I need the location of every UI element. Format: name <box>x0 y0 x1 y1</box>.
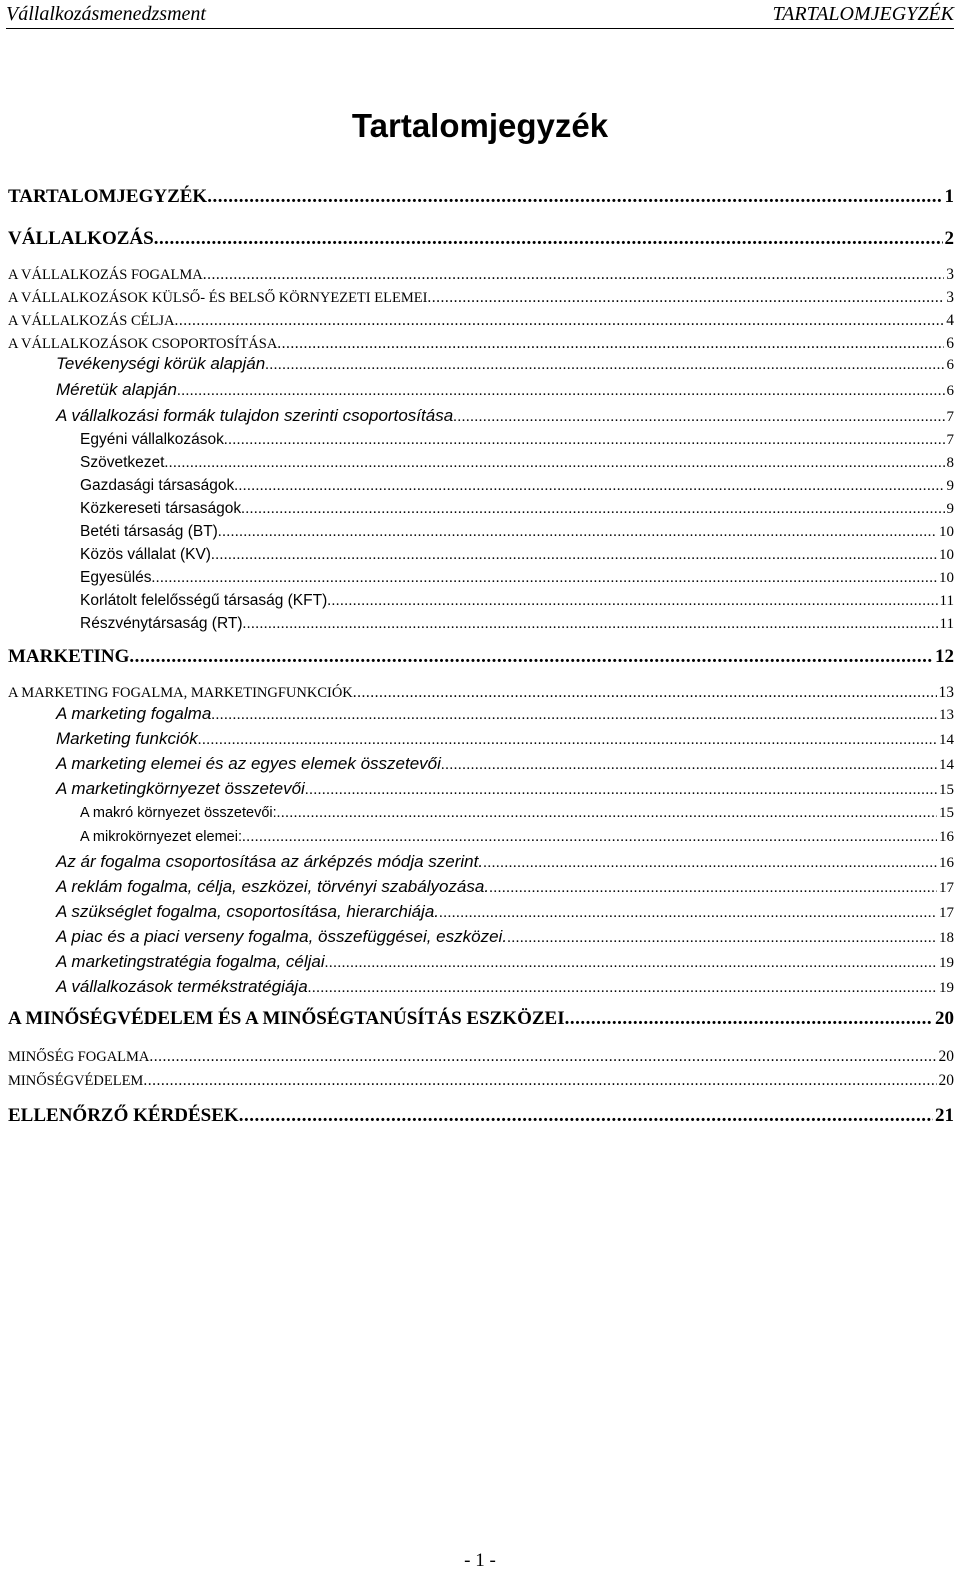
toc-entry[interactable] <box>56 977 954 997</box>
toc-entry-label: A MINŐSÉGVÉDELEM ÉS A MINŐSÉGTANÚSÍTÁS ESZKÖZEI <box>8 1008 565 1029</box>
toc-entry-page: 18 <box>939 930 954 946</box>
toc-entry[interactable] <box>80 454 954 472</box>
toc-entry-label: A piac és a piaci verseny fogalma, összefüggései, eszközei. <box>56 927 508 946</box>
toc-entry-page: 15 <box>939 782 954 798</box>
toc-entry-label: A szükséglet fogalma, csoportosítása, hierarchiája. <box>56 902 440 921</box>
toc-entry-page: 10 <box>939 547 954 563</box>
toc-entry-page: 3 <box>946 266 954 283</box>
toc-leader <box>224 432 945 449</box>
toc-entry[interactable] <box>8 1048 954 1066</box>
toc-entry-label: Egyesülés <box>80 569 152 586</box>
toc-entry[interactable] <box>80 477 954 495</box>
toc-leader <box>327 593 937 610</box>
toc-leader <box>129 646 933 668</box>
toc-leader <box>211 707 937 724</box>
toc-entry-page: 17 <box>939 880 954 896</box>
toc-entry[interactable] <box>56 704 954 724</box>
page-header <box>6 0 954 29</box>
toc-entry-label: VÁLLALKOZÁS <box>8 228 154 249</box>
toc-leader <box>174 312 944 330</box>
toc-entry[interactable] <box>8 684 954 702</box>
toc-entry-page: 13 <box>938 684 954 701</box>
toc-leader <box>203 266 945 284</box>
toc-entry-label: Közös vállalat (KV) <box>80 546 211 563</box>
toc-entry[interactable] <box>8 312 954 330</box>
toc-entry[interactable] <box>8 335 954 353</box>
toc-entry[interactable] <box>8 186 954 208</box>
toc-entry[interactable] <box>56 952 954 972</box>
toc-entry-label: MARKETING <box>8 646 130 667</box>
toc-leader <box>211 547 937 564</box>
toc-leader <box>241 501 944 518</box>
toc-leader <box>353 684 937 702</box>
toc-leader <box>565 1008 933 1030</box>
toc-leader <box>218 524 937 541</box>
toc-entry[interactable] <box>80 592 954 610</box>
toc-entry-page: 10 <box>939 570 954 586</box>
toc-leader <box>154 228 943 250</box>
toc-leader <box>483 855 937 872</box>
toc-leader <box>234 478 944 495</box>
toc-entry[interactable] <box>80 523 954 541</box>
toc-entry[interactable] <box>80 546 954 564</box>
toc-entry[interactable] <box>8 228 954 250</box>
toc-entry-page: 12 <box>935 646 954 667</box>
toc-entry[interactable] <box>80 805 954 822</box>
toc-entry-label: Marketing funkciók <box>56 729 198 748</box>
toc-entry-label: A vállalkozások termékstratégiája <box>56 977 308 996</box>
toc-entry-label: MINŐSÉGVÉDELEM <box>8 1073 144 1089</box>
toc-entry[interactable] <box>56 927 954 947</box>
toc-entry-page: 15 <box>939 805 954 821</box>
toc-leader <box>143 1072 936 1090</box>
toc-leader <box>305 782 937 799</box>
toc-leader <box>149 1048 936 1066</box>
toc-entry-label: A marketingstratégia fogalma, céljai <box>56 952 325 971</box>
toc-leader <box>439 905 937 922</box>
toc-leader <box>427 289 944 307</box>
toc-entry[interactable] <box>56 406 954 426</box>
toc-leader <box>489 880 937 897</box>
toc-leader <box>277 335 944 353</box>
toc-entry-page: 20 <box>938 1072 954 1089</box>
toc-entry[interactable] <box>80 829 954 846</box>
toc-entry-label: MINŐSÉG FOGALMA <box>8 1049 150 1065</box>
toc-entry-label: A makró környezet összetevői: <box>80 805 277 821</box>
toc-entry[interactable] <box>8 646 954 668</box>
toc-entry-page: 20 <box>938 1048 954 1065</box>
toc-leader <box>152 570 937 587</box>
toc-entry-label: Tevékenységi körük alapján <box>56 354 266 373</box>
toc-entry-page: 9 <box>946 478 954 494</box>
toc-entry-page: 4 <box>946 312 954 329</box>
toc-entry-page: 11 <box>939 616 954 632</box>
toc-leader <box>325 955 937 972</box>
toc-leader <box>308 980 937 997</box>
header-section-title: TARTALOMJEGYZÉK <box>772 3 954 25</box>
toc-entry-page: 3 <box>946 289 954 306</box>
toc-leader <box>207 186 942 208</box>
toc-entry[interactable] <box>56 380 954 400</box>
toc-entry[interactable] <box>8 1072 954 1090</box>
toc-entry[interactable] <box>56 754 954 774</box>
toc-entry[interactable] <box>80 431 954 449</box>
toc-entry-page: 9 <box>946 501 954 517</box>
toc-entry[interactable] <box>56 354 954 374</box>
toc-entry-page: 16 <box>939 855 954 871</box>
toc-entry-label: Méretük alapján <box>56 380 177 399</box>
toc-leader <box>239 1105 933 1127</box>
toc-entry-label: ELLENŐRZŐ KÉRDÉSEK <box>8 1105 239 1126</box>
toc-entry[interactable] <box>56 852 954 872</box>
page-title: Tartalomjegyzék <box>351 107 609 144</box>
toc-leader <box>242 829 937 846</box>
header-document-title: Vállalkozásmenedzsment <box>6 3 206 25</box>
toc-entry-label: A marketing elemei és az egyes elemek összetevői <box>56 754 441 773</box>
toc-leader <box>243 616 938 633</box>
toc-entry-page: 7 <box>946 432 954 448</box>
toc-entry-page: 6 <box>946 383 954 399</box>
toc-entry-label: Részvénytársaság (RT) <box>80 615 243 632</box>
toc-entry-page: 11 <box>939 593 954 609</box>
toc-entry-label: A reklám fogalma, célja, eszközei, törvényi szabályozása. <box>56 877 490 896</box>
toc-entry-label: Korlátolt felelősségű társaság (KFT) <box>80 592 328 609</box>
toc-entry-page: 16 <box>939 829 954 845</box>
toc-entry-label: A VÁLLALKOZÁS FOGALMA <box>8 267 203 283</box>
toc-entry-page: 2 <box>944 228 954 249</box>
toc-leader <box>507 930 937 947</box>
toc-entry[interactable] <box>8 1105 954 1127</box>
toc-entry-label: A VÁLLALKOZÁSOK CSOPORTOSÍTÁSA <box>8 336 278 352</box>
toc-entry-label: Az ár fogalma csoportosítása az árképzés módja szerint. <box>56 852 484 871</box>
toc-entry-label: A mikrokörnyezet elemei: <box>80 829 242 845</box>
toc-entry-label: A marketingkörnyezet összetevői <box>56 779 305 798</box>
toc-entry[interactable] <box>56 902 954 922</box>
page-number: - 1 - <box>464 1550 496 1571</box>
toc-leader <box>441 757 937 774</box>
toc-entry-label: Egyéni vállalkozások <box>80 431 224 448</box>
toc-leader <box>198 732 937 749</box>
toc-leader <box>265 357 944 374</box>
toc-entry-label: Betéti társaság (BT) <box>80 523 218 540</box>
toc-entry-page: 6 <box>946 357 954 373</box>
toc-entry[interactable] <box>80 500 954 518</box>
toc-entry-label: A marketing fogalma <box>56 704 212 723</box>
toc-entry-page: 7 <box>946 409 954 425</box>
toc-entry-page: 10 <box>939 524 954 540</box>
toc-entry-label: Gazdasági társaságok <box>80 477 235 494</box>
toc-entry-page: 21 <box>935 1105 954 1126</box>
toc-entry-label: TARTALOMJEGYZÉK <box>8 186 208 207</box>
toc-entry[interactable] <box>56 779 954 799</box>
toc-entry-label: Szövetkezet <box>80 454 165 471</box>
toc-entry[interactable] <box>80 615 954 633</box>
toc-entry-label: A vállalkozási formák tulajdon szerinti csoportosítása <box>56 406 454 425</box>
toc-entry[interactable] <box>8 266 954 284</box>
toc-entry-label: A VÁLLALKOZÁSOK KÜLSŐ- ÉS BELSŐ KÖRNYEZETI ELEMEI <box>8 290 428 306</box>
toc-entry-label: Közkereseti társaságok <box>80 500 242 517</box>
toc-entry-page: 14 <box>939 732 954 748</box>
toc-leader <box>453 409 944 426</box>
toc-entry[interactable] <box>56 729 954 749</box>
toc-leader <box>177 383 945 400</box>
toc-entry-page: 1 <box>944 186 954 207</box>
toc-leader <box>277 805 937 822</box>
toc-entry[interactable] <box>8 1008 954 1030</box>
toc-entry-label: A MARKETING FOGALMA, MARKETINGFUNKCIÓK <box>8 685 353 701</box>
toc-entry[interactable] <box>80 569 954 587</box>
toc-entry-page: 19 <box>939 980 954 996</box>
toc-entry[interactable] <box>56 877 954 897</box>
toc-entry-page: 8 <box>946 455 954 471</box>
toc-leader <box>164 455 944 472</box>
toc-entry-page: 19 <box>939 955 954 971</box>
toc-entry-page: 14 <box>939 757 954 773</box>
toc-entry-label: A VÁLLALKOZÁS CÉLJA <box>8 313 175 329</box>
toc-entry-page: 17 <box>939 905 954 921</box>
toc-entry-page: 20 <box>935 1008 954 1029</box>
toc-entry-page: 13 <box>939 707 954 723</box>
toc-entry-page: 6 <box>946 335 954 352</box>
toc-entry[interactable] <box>8 289 954 307</box>
